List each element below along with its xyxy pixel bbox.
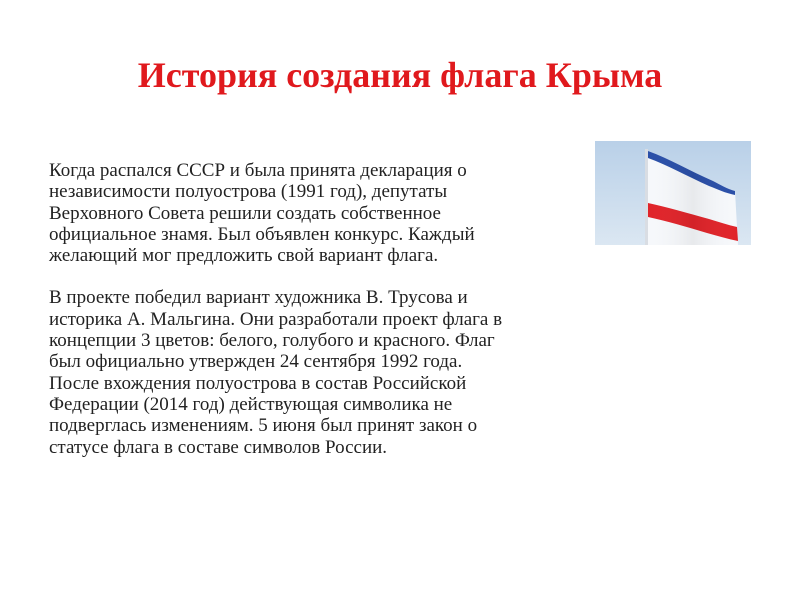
slide-body [49,160,594,458]
crimea-flag-icon [595,141,751,245]
flag-pole [645,149,648,245]
slide-title: История создания флага Крыма [137,55,663,95]
paragraph-history-adoption: В проекте победил вариант художника В. Трусова и историка А. Мальгина. Они разработали проект флага в концепции 3 цветов: белого, голубого и красного. Флаг был официально утвержден 24 сентября 1992 года. После вхождения полуострова в состав Российской Федерации (2014 год) действующая символика не подверглась изменениям. 5 июня был принят закон о статусе флага в составе символов России. [49,287,503,458]
crimea-flag-photo [595,141,751,245]
paragraph-history-intro: Когда распался СССР и была принята декларация о независимости полуострова (1991 год), депутаты Верховного Совета решили создать собственное официальное знамя. Был объявлен конкурс. Каждый желающий мог предложить свой вариант флага. [49,160,475,267]
